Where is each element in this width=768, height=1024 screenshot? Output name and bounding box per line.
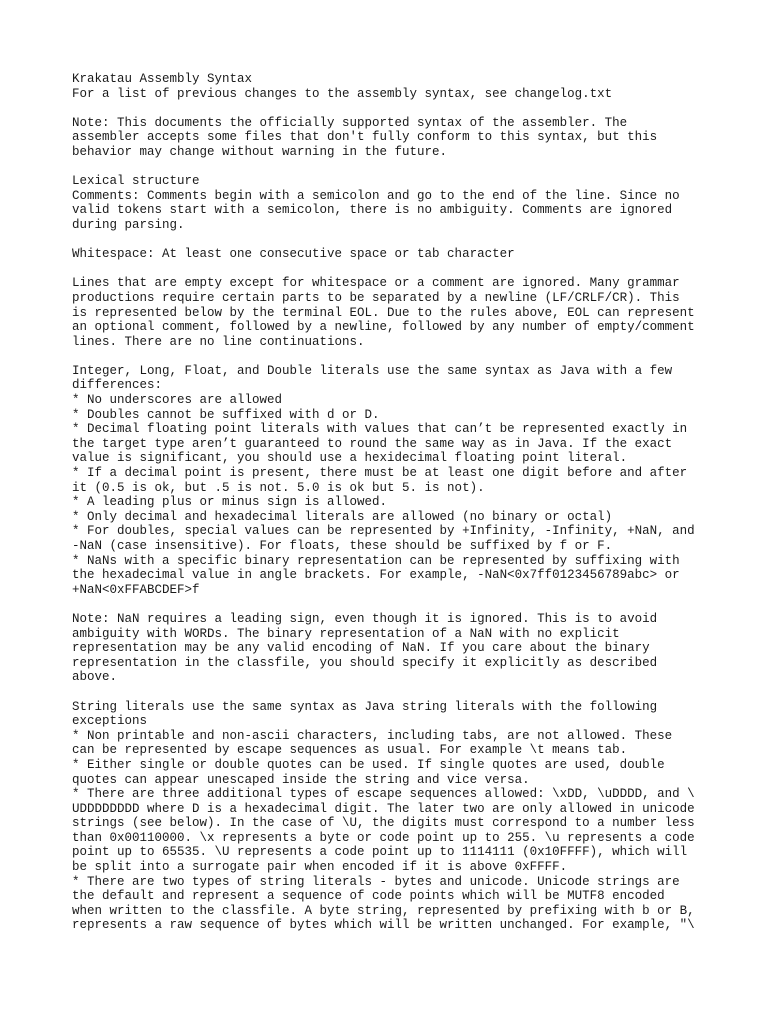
paragraph-note: [72, 116, 712, 160]
text-line: exceptions: [72, 714, 148, 729]
text-line: For a list of previous changes to the assembly syntax, see changelog.txt: [72, 86, 613, 101]
list-item: * Either single or double quotes can be used. If single quotes are used, double: [72, 757, 665, 772]
text-line: the default and represent a sequence of code points which will be MUTF8 encoded: [72, 889, 665, 904]
text-line: -NaN (case insensitive). For floats, these should be suffixed by f or F.: [72, 539, 613, 553]
text-line: represents a raw sequence of bytes which will be written unchanged. For example, "\: [72, 918, 695, 933]
text-line: than 0x00110000. \x represents a byte or code point up to 255. \u represents a code: [72, 830, 695, 845]
list-item: * No underscores are allowed: [72, 393, 283, 408]
list-item: * There are two types of string literals - bytes and unicode. Unicode strings are: [72, 874, 680, 889]
text-line: the target type aren’t guaranteed to round the same way as in Java. If the exact: [72, 436, 673, 451]
list-item: * Decimal floating point literals with values that can’t be represented exactly in: [72, 422, 688, 437]
text-line: is represented below by the terminal EOL. Due to the rules above, EOL can represent: [72, 305, 695, 320]
text-line: an optional comment, followed by a newline, followed by any number of empty/comment: [72, 320, 695, 335]
text-line: Whitespace: At least one consecutive space or tab character: [72, 247, 515, 262]
paragraph-title: [72, 72, 712, 101]
paragraph-lexical-structure: [72, 174, 712, 232]
document-title: Krakatau Assembly Syntax: [72, 72, 253, 86]
text-line: strings (see below). In the case of \U, the digits must correspond to a number less: [72, 816, 695, 831]
text-line: representation may be any valid encoding of NaN. If you care about the binary: [72, 641, 650, 656]
text-line: Integer, Long, Float, and Double literals use the same syntax as Java with a few: [72, 363, 673, 378]
document-page: [72, 72, 712, 948]
text-line: value is significant, you should use a hexidecimal floating point literal.: [72, 451, 628, 466]
text-line: above.: [72, 670, 118, 685]
text-line: assembler accepts some files that don't fully conform to this syntax, but this: [72, 130, 658, 145]
text-line: String literals use the same syntax as Java string literals with the following: [72, 699, 658, 714]
text-line: differences:: [72, 378, 163, 393]
text-line: it (0.5 is ok, but .5 is not. 5.0 is ok but 5. is not).: [72, 480, 485, 495]
list-item: * NaNs with a specific binary representation can be represented by suffixing with: [72, 553, 680, 568]
list-item: * For doubles, special values can be represented by +Infinity, -Infinity, +NaN, and: [72, 524, 695, 539]
text-line: +NaN<0xFFABCDEF>f: [72, 582, 200, 597]
paragraph-whitespace: [72, 247, 712, 262]
text-line: Lines that are empty except for whitespace or a comment are ignored. Many grammar: [72, 276, 680, 291]
paragraph-nan-note: [72, 612, 712, 685]
list-item: * A leading plus or minus sign is allowed.: [72, 495, 388, 510]
text-line: can be represented by escape sequences as usual. For example \t means tab.: [72, 743, 628, 758]
text-line: behavior may change without warning in the future.: [72, 144, 448, 159]
text-line: when written to the classfile. A byte string, represented by prefixing with b or B,: [72, 903, 695, 918]
text-line: quotes can appear unescaped inside the string and vice versa.: [72, 772, 530, 787]
text-line: the hexadecimal value in angle brackets. For example, -NaN<0x7ff0123456789abc> or: [72, 568, 680, 583]
paragraph-string-literals: [72, 700, 712, 934]
text-line: Note: NaN requires a leading sign, even though it is ignored. This is to avoid: [72, 611, 658, 626]
text-line: valid tokens start with a semicolon, there is no ambiguity. Comments are ignored: [72, 203, 673, 218]
text-line: Note: This documents the officially supported syntax of the assembler. The: [72, 115, 628, 130]
section-heading: Lexical structure: [72, 174, 200, 189]
text-line: be split into a surrogate pair when encoded if it is above 0xFFFF.: [72, 860, 568, 875]
text-line: UDDDDDDDD where D is a hexadecimal digit. The later two are only allowed in unicode: [72, 801, 695, 816]
text-line: ambiguity with WORDs. The binary representation of a NaN with no explicit: [72, 626, 620, 641]
list-item: * There are three additional types of escape sequences allowed: \xDD, \uDDDD, and \: [72, 787, 695, 802]
text-line: Comments: Comments begin with a semicolon and go to the end of the line. Since no: [72, 188, 680, 203]
paragraph-lines: [72, 276, 712, 349]
list-item: * Doubles cannot be suffixed with d or D.: [72, 407, 380, 422]
text-line: productions require certain parts to be separated by a newline (LF/CRLF/CR). This: [72, 290, 680, 305]
text-line: representation in the classfile, you should specify it explicitly as described: [72, 655, 658, 670]
list-item: * Only decimal and hexadecimal literals are allowed (no binary or octal): [72, 509, 613, 524]
list-item: * Non printable and non-ascii characters, including tabs, are not allowed. These: [72, 728, 673, 743]
text-line: point up to 65535. \U represents a code point up to 1114111 (0x10FFFF), which will: [72, 845, 688, 860]
text-line: lines. There are no line continuations.: [72, 334, 365, 349]
text-line: during parsing.: [72, 217, 185, 232]
list-item: * If a decimal point is present, there must be at least one digit before and after: [72, 466, 688, 481]
paragraph-numeric-literals: [72, 364, 712, 598]
